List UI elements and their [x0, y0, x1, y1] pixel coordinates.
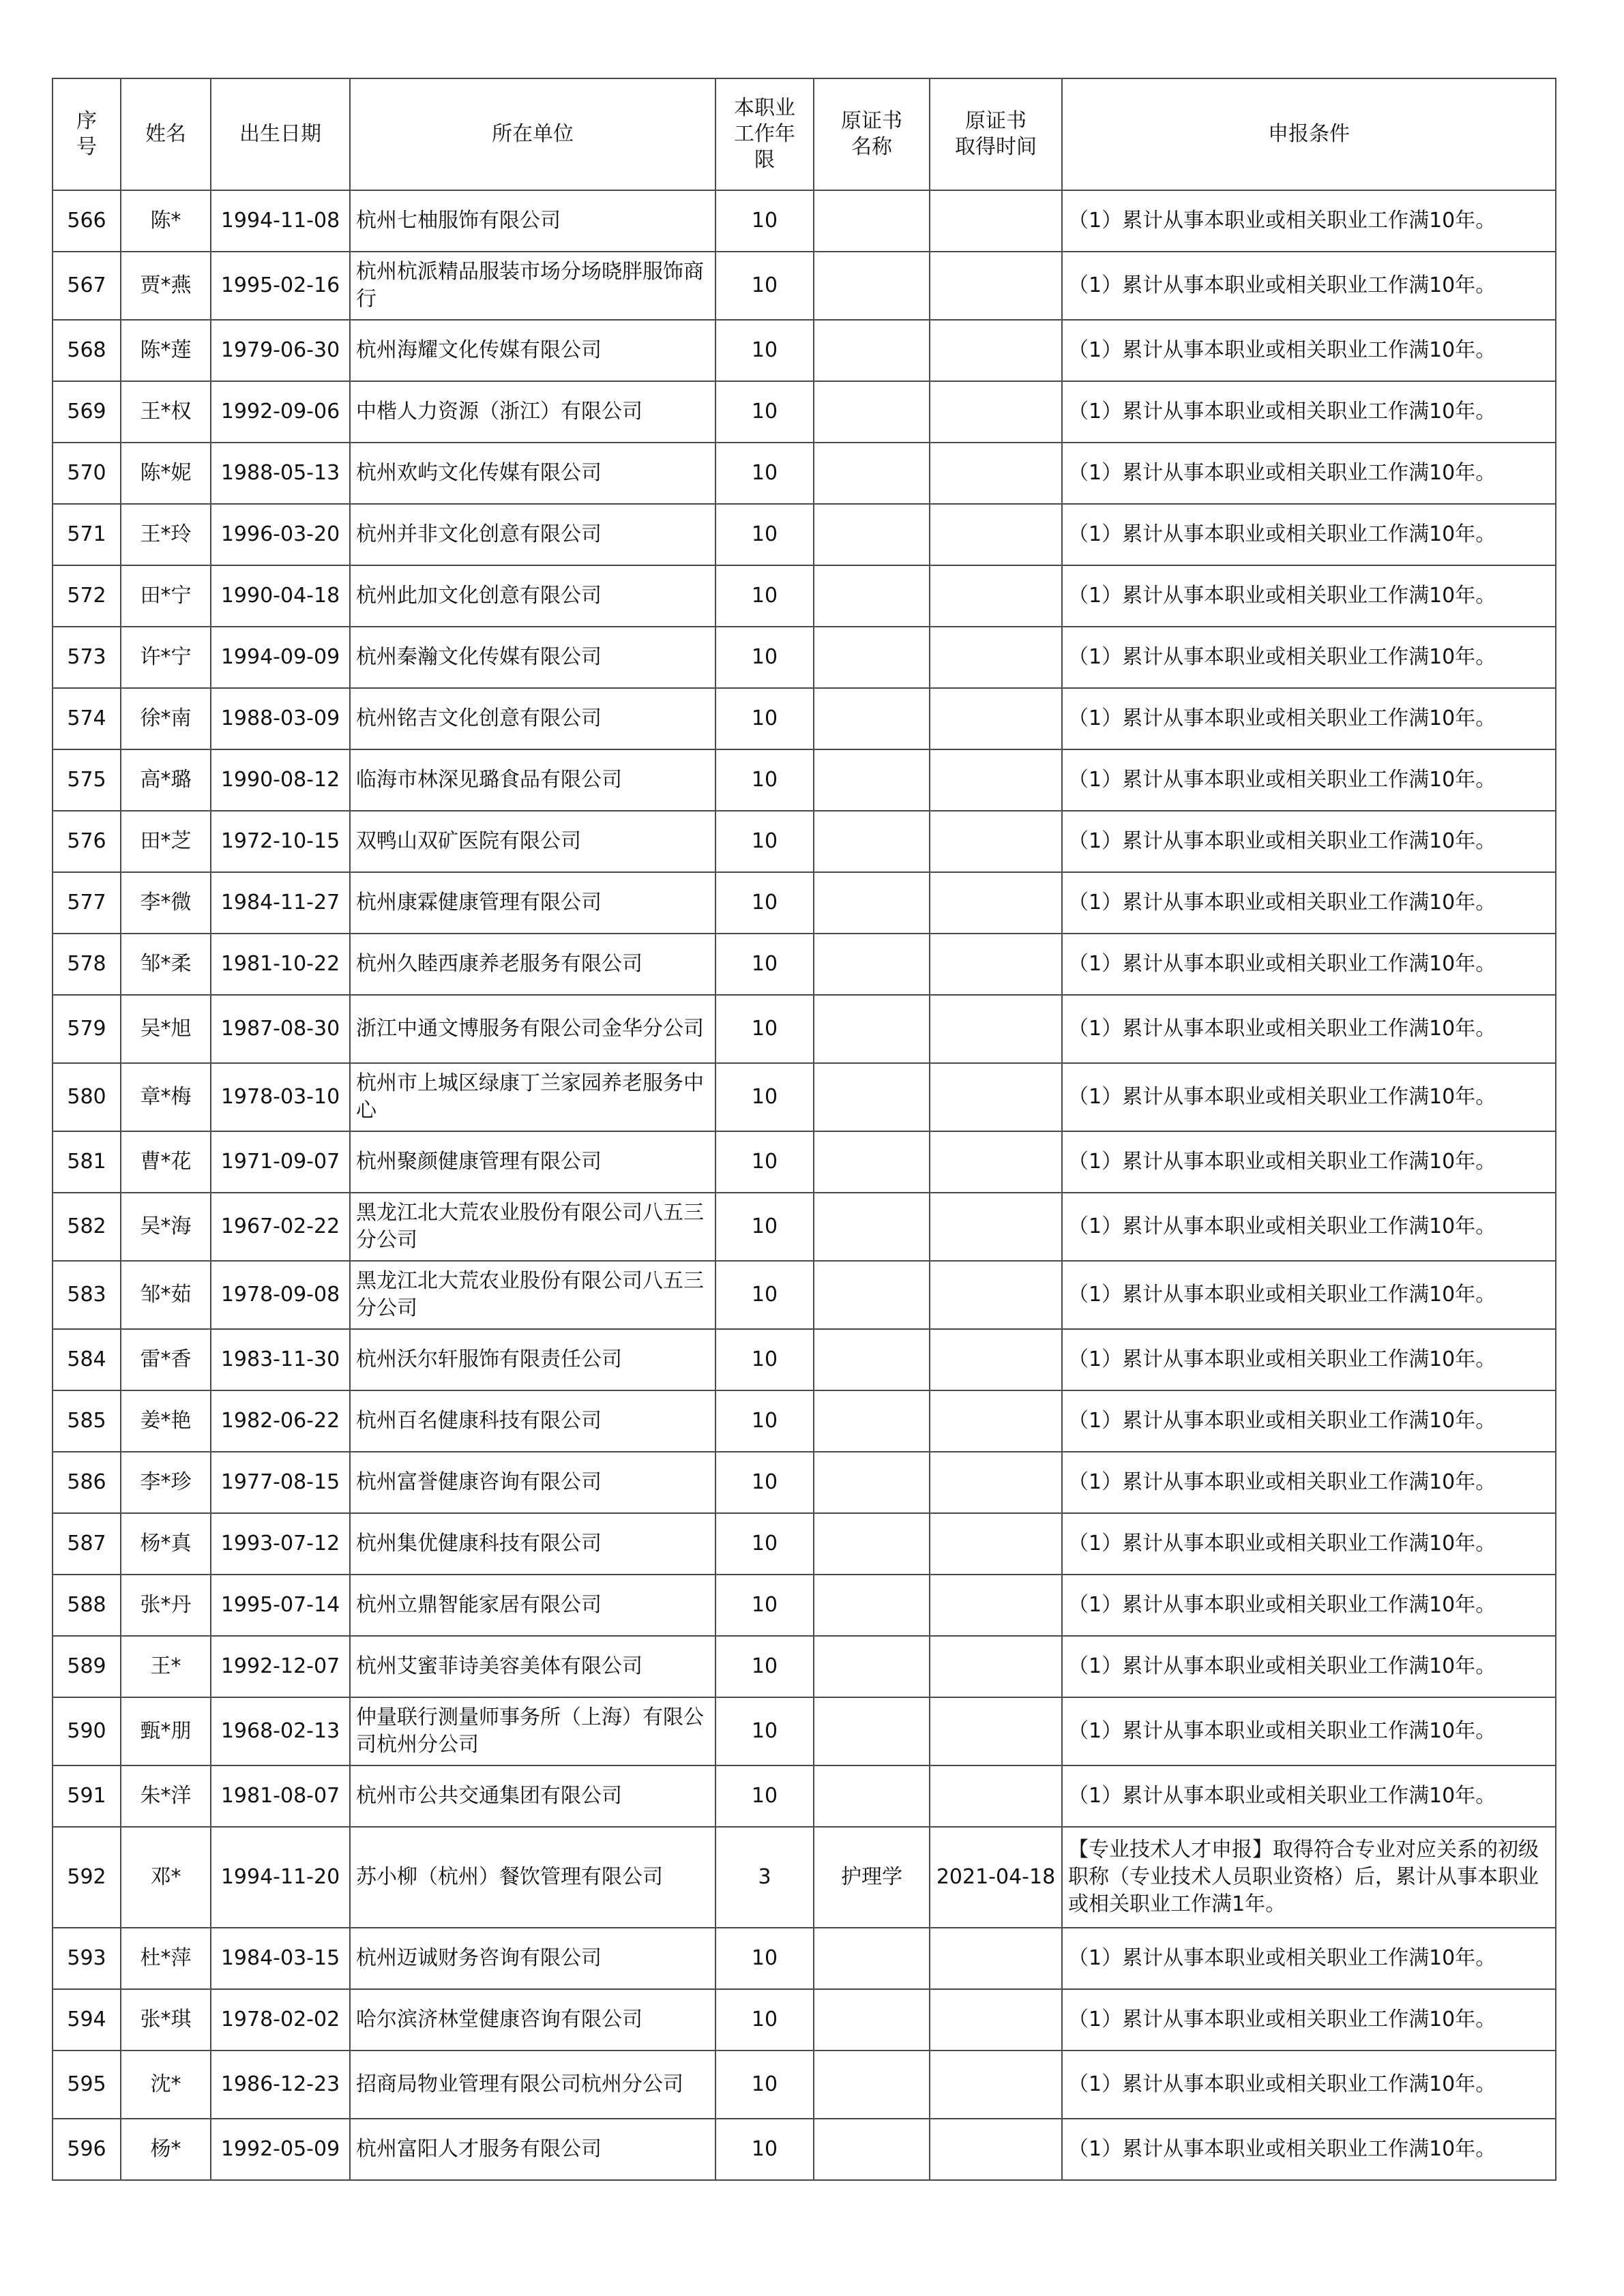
table-row: [53, 2051, 1556, 2119]
table-body: [53, 190, 1556, 2180]
cell-years: 10: [715, 320, 814, 381]
cell-org: 杭州立鼎智能家居有限公司: [350, 1575, 715, 1636]
cell-seq: 575: [53, 749, 121, 811]
cell-org: 杭州富阳人才服务有限公司: [350, 2119, 715, 2180]
cell-dob: 1982-06-22: [211, 1390, 350, 1452]
cell-seq: 581: [53, 1131, 121, 1193]
cell-cert-date: [930, 381, 1062, 443]
cell-years: 10: [715, 627, 814, 688]
cell-cert: [814, 1261, 930, 1329]
cell-org: 黑龙江北大荒农业股份有限公司八五三分公司: [350, 1261, 715, 1329]
cell-cert: [814, 1928, 930, 1989]
cell-condition: （1）累计从事本职业或相关职业工作满10年。: [1062, 811, 1556, 872]
cell-condition: （1）累计从事本职业或相关职业工作满10年。: [1062, 1261, 1556, 1329]
cell-years: 10: [715, 1765, 814, 1827]
cell-org: 杭州康霖健康管理有限公司: [350, 872, 715, 934]
cell-cert-date: [930, 1989, 1062, 2051]
cell-org: 杭州欢屿文化传媒有限公司: [350, 443, 715, 504]
cell-condition: （1）累计从事本职业或相关职业工作满10年。: [1062, 381, 1556, 443]
cell-dob: 1995-07-14: [211, 1575, 350, 1636]
cell-seq: 568: [53, 320, 121, 381]
cell-seq: 582: [53, 1193, 121, 1261]
cell-condition: （1）累计从事本职业或相关职业工作满10年。: [1062, 627, 1556, 688]
cell-name: 陈*莲: [121, 320, 211, 381]
cell-name: 章*梅: [121, 1063, 211, 1131]
cell-seq: 594: [53, 1989, 121, 2051]
table-row: [53, 1329, 1556, 1390]
cell-dob: 1994-11-20: [211, 1827, 350, 1928]
cell-dob: 1984-11-27: [211, 872, 350, 934]
cell-condition: （1）累计从事本职业或相关职业工作满10年。: [1062, 1575, 1556, 1636]
table-row: [53, 1636, 1556, 1697]
table-row: [53, 190, 1556, 252]
cell-name: 吴*海: [121, 1193, 211, 1261]
cell-years: 10: [715, 252, 814, 320]
cell-dob: 1984-03-15: [211, 1928, 350, 1989]
cell-cert: [814, 443, 930, 504]
cell-cert-date: [930, 934, 1062, 995]
cell-condition: （1）累计从事本职业或相关职业工作满10年。: [1062, 2051, 1556, 2119]
cell-name: 王*: [121, 1636, 211, 1697]
cell-org: 中楷人力资源（浙江）有限公司: [350, 381, 715, 443]
table-row: [53, 1131, 1556, 1193]
cell-dob: 1994-11-08: [211, 190, 350, 252]
cell-condition: （1）累计从事本职业或相关职业工作满10年。: [1062, 749, 1556, 811]
cell-dob: 1987-08-30: [211, 995, 350, 1063]
table-row: [53, 1063, 1556, 1131]
table-row: [53, 688, 1556, 749]
cell-condition: （1）累计从事本职业或相关职业工作满10年。: [1062, 934, 1556, 995]
cell-org: 杭州市上城区绿康丁兰家园养老服务中心: [350, 1063, 715, 1131]
cell-dob: 1992-09-06: [211, 381, 350, 443]
cell-seq: 566: [53, 190, 121, 252]
cell-org: 仲量联行测量师事务所（上海）有限公司杭州分公司: [350, 1697, 715, 1765]
table-row: [53, 2119, 1556, 2180]
cell-condition: （1）累计从事本职业或相关职业工作满10年。: [1062, 1697, 1556, 1765]
cell-dob: 1968-02-13: [211, 1697, 350, 1765]
applicant-table: [52, 78, 1556, 2181]
cell-years: 10: [715, 934, 814, 995]
table-row: [53, 1261, 1556, 1329]
cell-condition: （1）累计从事本职业或相关职业工作满10年。: [1062, 1928, 1556, 1989]
cell-cert-date: [930, 443, 1062, 504]
cell-dob: 1981-10-22: [211, 934, 350, 995]
cell-dob: 1986-12-23: [211, 2051, 350, 2119]
cell-dob: 1979-06-30: [211, 320, 350, 381]
table-row: [53, 1928, 1556, 1989]
cell-dob: 1992-12-07: [211, 1636, 350, 1697]
cell-dob: 1978-09-08: [211, 1261, 350, 1329]
cell-org: 杭州艾蜜菲诗美容美体有限公司: [350, 1636, 715, 1697]
cell-name: 杜*萍: [121, 1928, 211, 1989]
cell-condition: （1）累计从事本职业或相关职业工作满10年。: [1062, 252, 1556, 320]
cell-years: 10: [715, 1390, 814, 1452]
cell-name: 邹*茹: [121, 1261, 211, 1329]
cell-seq: 593: [53, 1928, 121, 1989]
cell-cert-date: [930, 1193, 1062, 1261]
header-org: 所在单位: [350, 78, 715, 190]
cell-seq: 567: [53, 252, 121, 320]
table-row: [53, 1697, 1556, 1765]
cell-dob: 1995-02-16: [211, 252, 350, 320]
cell-cert-date: [930, 1390, 1062, 1452]
cell-cert: [814, 688, 930, 749]
cell-condition: （1）累计从事本职业或相关职业工作满10年。: [1062, 2119, 1556, 2180]
cell-cert: [814, 1575, 930, 1636]
cell-name: 王*玲: [121, 504, 211, 565]
cell-dob: 1972-10-15: [211, 811, 350, 872]
cell-cert-date: [930, 252, 1062, 320]
cell-cert: [814, 1636, 930, 1697]
cell-years: 10: [715, 1063, 814, 1131]
cell-years: 10: [715, 1636, 814, 1697]
cell-dob: 1994-09-09: [211, 627, 350, 688]
table-row: [53, 1827, 1556, 1928]
cell-org: 招商局物业管理有限公司杭州分公司: [350, 2051, 715, 2119]
cell-cert-date: [930, 1928, 1062, 1989]
cell-years: 10: [715, 1697, 814, 1765]
cell-name: 曹*花: [121, 1131, 211, 1193]
table-row: [53, 443, 1556, 504]
cell-org: 杭州秦瀚文化传媒有限公司: [350, 627, 715, 688]
header-dob: 出生日期: [211, 78, 350, 190]
cell-cert-date: [930, 565, 1062, 627]
cell-seq: 579: [53, 995, 121, 1063]
cell-years: 3: [715, 1827, 814, 1928]
cell-org: 杭州七柚服饰有限公司: [350, 190, 715, 252]
header-condition: 申报条件: [1062, 78, 1556, 190]
cell-years: 10: [715, 504, 814, 565]
cell-org: 杭州久睦西康养老服务有限公司: [350, 934, 715, 995]
cell-name: 陈*: [121, 190, 211, 252]
cell-cert: [814, 1697, 930, 1765]
cell-cert-date: [930, 1452, 1062, 1513]
cell-seq: 588: [53, 1575, 121, 1636]
cell-cert: [814, 2051, 930, 2119]
header-cert-date: 原证书 取得时间: [930, 78, 1062, 190]
cell-cert-date: [930, 2051, 1062, 2119]
cell-cert: [814, 504, 930, 565]
header-cert: 原证书 名称: [814, 78, 930, 190]
cell-dob: 1988-03-09: [211, 688, 350, 749]
cell-seq: 583: [53, 1261, 121, 1329]
cell-cert-date: [930, 872, 1062, 934]
cell-condition: （1）累计从事本职业或相关职业工作满10年。: [1062, 1989, 1556, 2051]
cell-cert: [814, 565, 930, 627]
cell-years: 10: [715, 1261, 814, 1329]
table-row: [53, 1513, 1556, 1575]
cell-cert: [814, 320, 930, 381]
cell-cert-date: [930, 627, 1062, 688]
cell-name: 张*琪: [121, 1989, 211, 2051]
cell-dob: 1993-07-12: [211, 1513, 350, 1575]
cell-org: 杭州海耀文化传媒有限公司: [350, 320, 715, 381]
cell-condition: （1）累计从事本职业或相关职业工作满10年。: [1062, 565, 1556, 627]
cell-years: 10: [715, 443, 814, 504]
cell-condition: （1）累计从事本职业或相关职业工作满10年。: [1062, 1513, 1556, 1575]
cell-name: 杨*真: [121, 1513, 211, 1575]
cell-name: 李*珍: [121, 1452, 211, 1513]
cell-cert: [814, 1193, 930, 1261]
cell-seq: 570: [53, 443, 121, 504]
cell-condition: （1）累计从事本职业或相关职业工作满10年。: [1062, 872, 1556, 934]
cell-years: 10: [715, 1193, 814, 1261]
cell-years: 10: [715, 1131, 814, 1193]
cell-cert-date: [930, 688, 1062, 749]
cell-cert: [814, 381, 930, 443]
cell-years: 10: [715, 811, 814, 872]
cell-condition: （1）累计从事本职业或相关职业工作满10年。: [1062, 1452, 1556, 1513]
cell-dob: 1978-03-10: [211, 1063, 350, 1131]
cell-name: 许*宁: [121, 627, 211, 688]
cell-name: 朱*洋: [121, 1765, 211, 1827]
table-row: [53, 1575, 1556, 1636]
cell-org: 苏小柳（杭州）餐饮管理有限公司: [350, 1827, 715, 1928]
table-row: [53, 252, 1556, 320]
cell-cert: [814, 1765, 930, 1827]
cell-name: 吴*旭: [121, 995, 211, 1063]
cell-cert-date: [930, 1513, 1062, 1575]
table-row: [53, 320, 1556, 381]
cell-name: 甄*朋: [121, 1697, 211, 1765]
cell-cert: [814, 190, 930, 252]
cell-condition: （1）累计从事本职业或相关职业工作满10年。: [1062, 190, 1556, 252]
cell-condition: 【专业技术人才申报】取得符合专业对应关系的初级职称（专业技术人员职业资格）后，累计从事本职业或相关职业工作满1年。: [1062, 1827, 1556, 1928]
cell-name: 姜*艳: [121, 1390, 211, 1452]
cell-cert: [814, 872, 930, 934]
cell-condition: （1）累计从事本职业或相关职业工作满10年。: [1062, 1131, 1556, 1193]
cell-org: 黑龙江北大荒农业股份有限公司八五三分公司: [350, 1193, 715, 1261]
cell-condition: （1）累计从事本职业或相关职业工作满10年。: [1062, 320, 1556, 381]
cell-seq: 595: [53, 2051, 121, 2119]
cell-dob: 1977-08-15: [211, 1452, 350, 1513]
cell-cert-date: [930, 811, 1062, 872]
cell-cert-date: [930, 1636, 1062, 1697]
cell-seq: 580: [53, 1063, 121, 1131]
cell-cert-date: [930, 1261, 1062, 1329]
cell-years: 10: [715, 381, 814, 443]
cell-cert-date: [930, 1765, 1062, 1827]
table-row: [53, 1193, 1556, 1261]
cell-years: 10: [715, 1575, 814, 1636]
header-row: [53, 78, 1556, 190]
table-header: [53, 78, 1556, 190]
cell-cert-date: [930, 749, 1062, 811]
cell-name: 田*芝: [121, 811, 211, 872]
cell-seq: 584: [53, 1329, 121, 1390]
table-row: [53, 749, 1556, 811]
header-seq: 序 号: [53, 78, 121, 190]
cell-seq: 586: [53, 1452, 121, 1513]
cell-cert-date: [930, 995, 1062, 1063]
cell-name: 沈*: [121, 2051, 211, 2119]
cell-years: 10: [715, 1928, 814, 1989]
table-row: [53, 872, 1556, 934]
cell-years: 10: [715, 190, 814, 252]
cell-seq: 578: [53, 934, 121, 995]
cell-condition: （1）累计从事本职业或相关职业工作满10年。: [1062, 1063, 1556, 1131]
header-name: 姓名: [121, 78, 211, 190]
cell-cert: [814, 995, 930, 1063]
cell-seq: 569: [53, 381, 121, 443]
cell-name: 徐*南: [121, 688, 211, 749]
cell-name: 陈*妮: [121, 443, 211, 504]
cell-org: 双鸭山双矿医院有限公司: [350, 811, 715, 872]
cell-seq: 571: [53, 504, 121, 565]
cell-cert: [814, 1513, 930, 1575]
cell-name: 贾*燕: [121, 252, 211, 320]
cell-years: 10: [715, 995, 814, 1063]
cell-name: 雷*香: [121, 1329, 211, 1390]
cell-seq: 577: [53, 872, 121, 934]
cell-org: 杭州富誉健康咨询有限公司: [350, 1452, 715, 1513]
table-row: [53, 1390, 1556, 1452]
cell-seq: 591: [53, 1765, 121, 1827]
cell-org: 杭州铭吉文化创意有限公司: [350, 688, 715, 749]
cell-cert: [814, 811, 930, 872]
cell-seq: 587: [53, 1513, 121, 1575]
cell-dob: 1996-03-20: [211, 504, 350, 565]
cell-dob: 1990-08-12: [211, 749, 350, 811]
cell-cert-date: [930, 320, 1062, 381]
cell-years: 10: [715, 2119, 814, 2180]
table-row: [53, 995, 1556, 1063]
cell-name: 李*微: [121, 872, 211, 934]
cell-org: 杭州并非文化创意有限公司: [350, 504, 715, 565]
cell-seq: 574: [53, 688, 121, 749]
cell-condition: （1）累计从事本职业或相关职业工作满10年。: [1062, 688, 1556, 749]
cell-name: 张*丹: [121, 1575, 211, 1636]
cell-cert-date: [930, 2119, 1062, 2180]
cell-cert-date: [930, 1575, 1062, 1636]
cell-cert: [814, 1452, 930, 1513]
cell-cert-date: 2021-04-18: [930, 1827, 1062, 1928]
cell-condition: （1）累计从事本职业或相关职业工作满10年。: [1062, 995, 1556, 1063]
table-row: [53, 1765, 1556, 1827]
cell-cert-date: [930, 1063, 1062, 1131]
cell-org: 杭州沃尔轩服饰有限责任公司: [350, 1329, 715, 1390]
cell-org: 杭州百名健康科技有限公司: [350, 1390, 715, 1452]
table-row: [53, 381, 1556, 443]
cell-years: 10: [715, 1513, 814, 1575]
cell-dob: 1981-08-07: [211, 1765, 350, 1827]
cell-cert-date: [930, 1697, 1062, 1765]
cell-condition: （1）累计从事本职业或相关职业工作满10年。: [1062, 1390, 1556, 1452]
cell-org: 杭州杭派精品服装市场分场晓胖服饰商行: [350, 252, 715, 320]
cell-years: 10: [715, 1989, 814, 2051]
cell-years: 10: [715, 565, 814, 627]
cell-seq: 590: [53, 1697, 121, 1765]
table-row: [53, 1452, 1556, 1513]
table-row: [53, 565, 1556, 627]
cell-seq: 585: [53, 1390, 121, 1452]
cell-seq: 572: [53, 565, 121, 627]
cell-org: 杭州迈诚财务咨询有限公司: [350, 1928, 715, 1989]
cell-cert: [814, 1063, 930, 1131]
cell-org: 杭州集优健康科技有限公司: [350, 1513, 715, 1575]
table-row: [53, 811, 1556, 872]
cell-name: 田*宁: [121, 565, 211, 627]
cell-cert: [814, 749, 930, 811]
cell-cert: [814, 2119, 930, 2180]
cell-years: 10: [715, 688, 814, 749]
cell-org: 哈尔滨济林堂健康咨询有限公司: [350, 1989, 715, 2051]
cell-years: 10: [715, 1452, 814, 1513]
header-years: 本职业 工作年 限: [715, 78, 814, 190]
cell-condition: （1）累计从事本职业或相关职业工作满10年。: [1062, 1329, 1556, 1390]
cell-dob: 1983-11-30: [211, 1329, 350, 1390]
cell-name: 邓*: [121, 1827, 211, 1928]
cell-years: 10: [715, 749, 814, 811]
cell-dob: 1992-05-09: [211, 2119, 350, 2180]
cell-cert: [814, 627, 930, 688]
cell-condition: （1）累计从事本职业或相关职业工作满10年。: [1062, 1193, 1556, 1261]
cell-years: 10: [715, 1329, 814, 1390]
cell-dob: 1990-04-18: [211, 565, 350, 627]
cell-name: 邹*柔: [121, 934, 211, 995]
cell-cert: [814, 1390, 930, 1452]
cell-cert-date: [930, 1131, 1062, 1193]
cell-dob: 1967-02-22: [211, 1193, 350, 1261]
cell-dob: 1988-05-13: [211, 443, 350, 504]
cell-cert: [814, 252, 930, 320]
table-row: [53, 934, 1556, 995]
cell-cert-date: [930, 504, 1062, 565]
cell-dob: 1971-09-07: [211, 1131, 350, 1193]
cell-cert: 护理学: [814, 1827, 930, 1928]
cell-condition: （1）累计从事本职业或相关职业工作满10年。: [1062, 504, 1556, 565]
cell-name: 王*权: [121, 381, 211, 443]
cell-org: 杭州聚颜健康管理有限公司: [350, 1131, 715, 1193]
cell-years: 10: [715, 872, 814, 934]
cell-seq: 592: [53, 1827, 121, 1928]
cell-name: 高*璐: [121, 749, 211, 811]
cell-condition: （1）累计从事本职业或相关职业工作满10年。: [1062, 1636, 1556, 1697]
table-row: [53, 1989, 1556, 2051]
cell-org: 浙江中通文博服务有限公司金华分公司: [350, 995, 715, 1063]
cell-cert: [814, 1329, 930, 1390]
cell-seq: 596: [53, 2119, 121, 2180]
table-row: [53, 627, 1556, 688]
cell-seq: 589: [53, 1636, 121, 1697]
table-row: [53, 504, 1556, 565]
cell-condition: （1）累计从事本职业或相关职业工作满10年。: [1062, 1765, 1556, 1827]
cell-cert: [814, 934, 930, 995]
cell-seq: 573: [53, 627, 121, 688]
cell-condition: （1）累计从事本职业或相关职业工作满10年。: [1062, 443, 1556, 504]
cell-org: 杭州此加文化创意有限公司: [350, 565, 715, 627]
cell-dob: 1978-02-02: [211, 1989, 350, 2051]
cell-years: 10: [715, 2051, 814, 2119]
cell-org: 杭州市公共交通集团有限公司: [350, 1765, 715, 1827]
cell-seq: 576: [53, 811, 121, 872]
cell-org: 临海市林深见璐食品有限公司: [350, 749, 715, 811]
cell-cert: [814, 1131, 930, 1193]
cell-cert-date: [930, 190, 1062, 252]
cell-cert-date: [930, 1329, 1062, 1390]
cell-name: 杨*: [121, 2119, 211, 2180]
cell-cert: [814, 1989, 930, 2051]
